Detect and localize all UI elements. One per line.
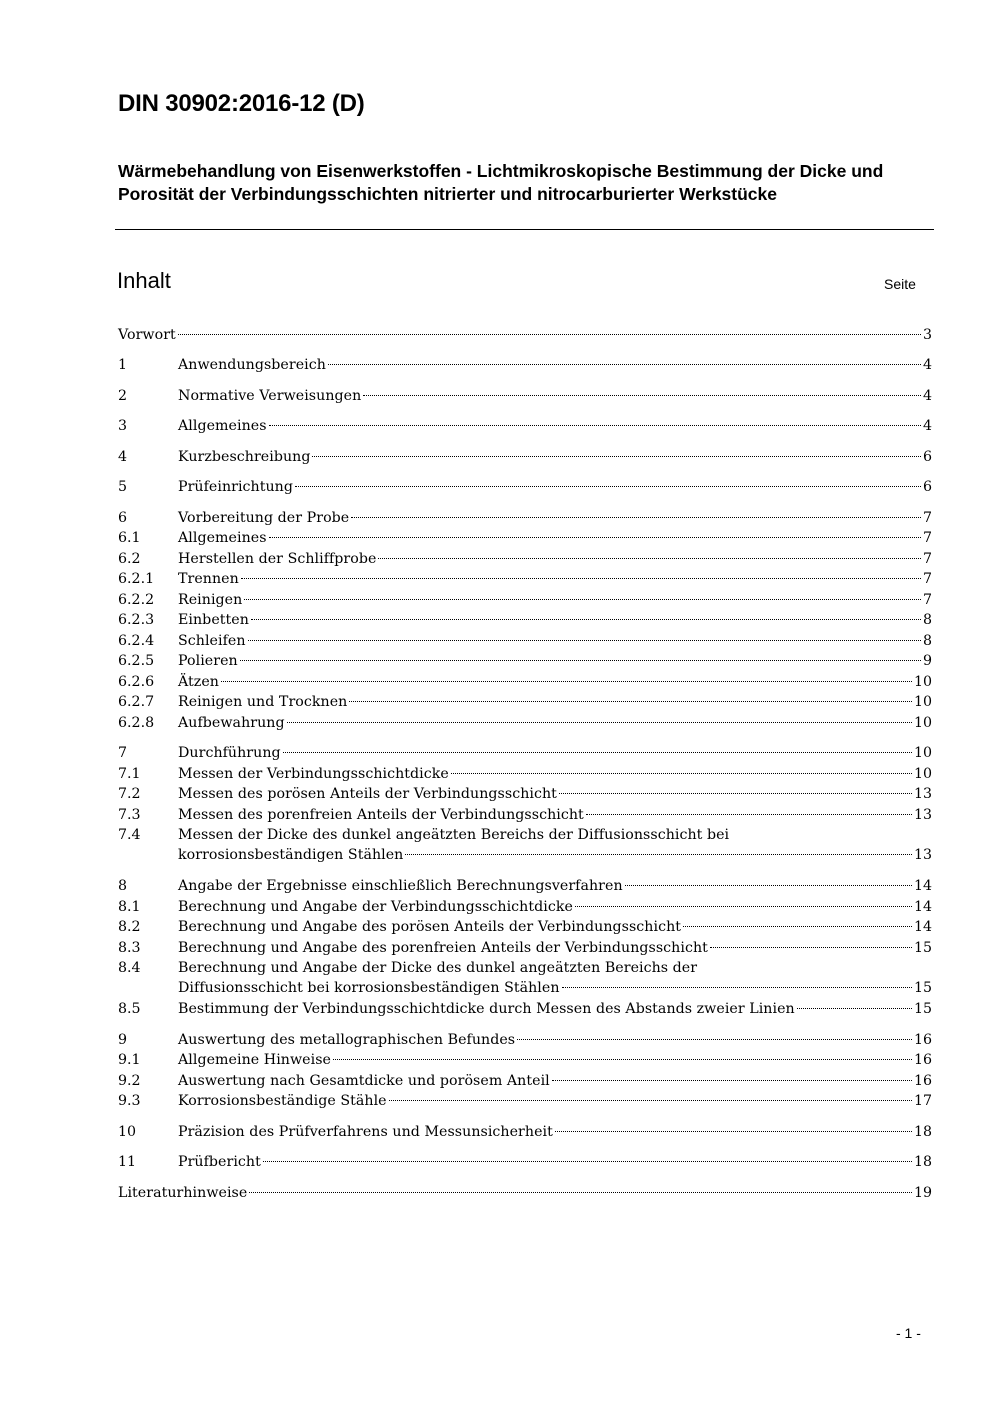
- toc-entry-title: Reinigen und Trocknen: [178, 694, 348, 710]
- toc-entry-title: Aufbewahrung: [178, 715, 285, 731]
- toc-entry-page: 15: [913, 980, 932, 996]
- toc-dot-leader: [378, 558, 921, 559]
- toc-entry-number: 6.2.3: [118, 612, 155, 628]
- title-divider: [115, 229, 934, 230]
- toc-dot-leader: [295, 486, 921, 487]
- toc-entry[interactable]: [118, 917, 932, 937]
- toc-entry-page: 10: [913, 715, 932, 731]
- toc-page-column-label: Seite: [884, 276, 916, 292]
- toc-entry-title: Polieren: [178, 653, 238, 669]
- toc-entry-page: 18: [913, 1154, 932, 1170]
- toc-entry[interactable]: [118, 1050, 932, 1070]
- toc-entry-page: 10: [913, 694, 932, 710]
- toc-entry-title: Prüfeinrichtung: [178, 479, 293, 495]
- toc-entry-title: Messen der Dicke des dunkel angeätzten Bereichs der Diffusionsschicht bei: [178, 827, 730, 843]
- toc-dot-leader: [559, 793, 912, 794]
- toc-entry[interactable]: [118, 805, 932, 825]
- toc-dot-leader: [251, 619, 921, 620]
- toc-dot-leader: [244, 599, 921, 600]
- toc-entry[interactable]: [118, 528, 932, 548]
- toc-entry-title: Allgemeines: [178, 418, 267, 434]
- toc-entry-page: 10: [913, 766, 932, 782]
- toc-entry[interactable]: [118, 713, 932, 733]
- toc-entry-page: 14: [913, 899, 932, 915]
- toc-entry[interactable]: [118, 958, 932, 998]
- toc-entry-title: Messen des porösen Anteils der Verbindungsschicht: [178, 786, 557, 802]
- toc-entry[interactable]: [118, 549, 932, 569]
- toc-entry-number: 7.1: [118, 766, 141, 782]
- toc-dot-leader: [555, 1131, 912, 1132]
- toc-entry[interactable]: [118, 477, 932, 497]
- toc-entry-title: Allgemeines: [178, 530, 267, 546]
- toc-entry[interactable]: [118, 1091, 932, 1111]
- toc-entry[interactable]: [118, 825, 932, 865]
- toc-entry-page: 7: [922, 530, 932, 546]
- toc-entry[interactable]: [118, 1183, 932, 1203]
- toc-entry[interactable]: [118, 784, 932, 804]
- toc-entry-number: 8.5: [118, 1001, 141, 1017]
- toc-entry-number: 6.2.5: [118, 653, 155, 669]
- toc-entry[interactable]: [118, 876, 932, 896]
- toc-dot-leader: [221, 681, 912, 682]
- toc-entry-title: Anwendungsbereich: [178, 357, 326, 373]
- toc-entry-title: Vorbereitung der Probe: [178, 510, 350, 526]
- toc-entry-number: 6.1: [118, 530, 141, 546]
- toc-entry-page: 7: [922, 510, 932, 526]
- toc-dot-leader: [249, 1192, 912, 1193]
- toc-dot-leader: [240, 660, 921, 661]
- toc-dot-leader: [517, 1039, 912, 1040]
- toc-entry-title: Berechnung und Angabe der Dicke des dunkel angeätzten Bereichs der: [178, 960, 698, 976]
- toc-entry-page: 7: [922, 551, 932, 567]
- toc-entry-number: 8: [118, 878, 128, 894]
- toc-entry[interactable]: [118, 743, 932, 763]
- toc-entry-page: 4: [922, 357, 932, 373]
- toc-dot-leader: [349, 701, 912, 702]
- document-title: Wärmebehandlung von Eisenwerkstoffen - Lichtmikroskopische Bestimmung der Dicke und Porosität der Verbindungsschichten nitrierter und nitrocarburierter Werkstücke: [118, 161, 884, 204]
- toc-dot-leader: [363, 395, 921, 396]
- toc-entry-page: 10: [913, 674, 932, 690]
- toc-dot-leader: [269, 537, 921, 538]
- toc-entry-title: Vorwort: [118, 327, 176, 343]
- toc-entry[interactable]: [118, 938, 932, 958]
- toc-entry-page: 10: [913, 745, 932, 761]
- toc-entry[interactable]: [118, 386, 932, 406]
- toc-entry-number: 6.2.6: [118, 674, 155, 690]
- toc-entry-number: 5: [118, 479, 128, 495]
- toc-dot-leader: [312, 456, 920, 457]
- toc-entry-page: 19: [913, 1185, 932, 1201]
- toc-dot-leader: [797, 1008, 912, 1009]
- toc-entry-page: 13: [913, 847, 932, 863]
- toc-dot-leader: [389, 1100, 912, 1101]
- toc-entry[interactable]: [118, 1030, 932, 1050]
- toc-entry-number: 7: [118, 745, 128, 761]
- toc-entry-title: Bestimmung der Verbindungsschichtdicke durch Messen des Abstands zweier Linien: [178, 1001, 795, 1017]
- toc-entry[interactable]: [118, 897, 932, 917]
- toc-entry-number: 6.2.7: [118, 694, 155, 710]
- toc-entry-number: 6.2.8: [118, 715, 155, 731]
- toc-entry-page: 7: [922, 571, 932, 587]
- toc-entry-title: Allgemeine Hinweise: [178, 1052, 331, 1068]
- toc-dot-leader: [178, 334, 921, 335]
- toc-dot-leader: [241, 578, 921, 579]
- toc-entry-title-continued: korrosionsbeständigen Stählen: [178, 847, 404, 863]
- toc-entry-number: 6.2.2: [118, 592, 155, 608]
- toc-entry-title: Durchführung: [178, 745, 281, 761]
- toc-entry-title-continued: Diffusionsschicht bei korrosionsbeständigen Stählen: [178, 980, 560, 996]
- toc-entry-title: Schleifen: [178, 633, 246, 649]
- toc-entry-title: Korrosionsbeständige Stähle: [178, 1093, 387, 1109]
- toc-entry-number: 7.2: [118, 786, 141, 802]
- toc-dot-leader: [552, 1080, 912, 1081]
- toc-entry-title: Angabe der Ergebnisse einschließlich Berechnungsverfahren: [178, 878, 623, 894]
- toc-entry-page: 7: [922, 592, 932, 608]
- toc-dot-leader: [625, 885, 912, 886]
- toc-entry[interactable]: [118, 610, 932, 630]
- toc-dot-leader: [248, 640, 921, 641]
- toc-entry-number: 6.2.1: [118, 571, 155, 587]
- toc-dot-leader: [351, 517, 921, 518]
- toc-entry[interactable]: [118, 590, 932, 610]
- toc-entry[interactable]: [118, 672, 932, 692]
- toc-entry-page: 16: [913, 1073, 932, 1089]
- toc-entry-title: Einbetten: [178, 612, 249, 628]
- toc-entry[interactable]: [118, 416, 932, 436]
- toc-entry-title: Trennen: [178, 571, 239, 587]
- page-number: - 1 -: [896, 1325, 921, 1341]
- toc-entry-number: 7.3: [118, 807, 141, 823]
- toc-dot-leader: [328, 364, 921, 365]
- toc-entry-number: 10: [118, 1124, 137, 1140]
- toc-dot-leader: [283, 752, 912, 753]
- toc-entry[interactable]: [118, 999, 932, 1019]
- toc-entry-page: 16: [913, 1032, 932, 1048]
- toc-entry-page: 6: [922, 479, 932, 495]
- toc-entry-page: 8: [922, 633, 932, 649]
- toc-entry-number: 8.2: [118, 919, 141, 935]
- toc-entry[interactable]: [118, 651, 932, 671]
- toc-entry-page: 14: [913, 919, 932, 935]
- toc-entry[interactable]: [118, 355, 932, 375]
- toc-entry[interactable]: [118, 447, 932, 467]
- toc-dot-leader: [333, 1059, 912, 1060]
- toc-entry-number: 8.1: [118, 899, 141, 915]
- toc-entry-number: 6.2.4: [118, 633, 155, 649]
- toc-entry-number: 9.3: [118, 1093, 141, 1109]
- toc-entry-title: Berechnung und Angabe der Verbindungsschichtdicke: [178, 899, 573, 915]
- toc-dot-leader: [683, 926, 912, 927]
- toc-entry-title: Herstellen der Schliffprobe: [178, 551, 377, 567]
- toc-dot-leader: [586, 814, 912, 815]
- toc-entry-number: 9.2: [118, 1073, 141, 1089]
- toc-dot-leader: [287, 722, 912, 723]
- toc-entry-number: 2: [118, 388, 128, 404]
- toc-entry-page: 15: [913, 1001, 932, 1017]
- toc-entry-number: 9.1: [118, 1052, 141, 1068]
- toc-entry-title: Auswertung des metallographischen Befundes: [178, 1032, 516, 1048]
- toc-entry-title: Präzision des Prüfverfahrens und Messunsicherheit: [178, 1124, 553, 1140]
- toc-entry-page: 6: [922, 449, 932, 465]
- toc-dot-leader: [710, 947, 912, 948]
- toc-entry-title: Ätzen: [178, 674, 219, 690]
- toc-entry-page: 13: [913, 786, 932, 802]
- toc-entry-number: 6: [118, 510, 128, 526]
- toc-entry-title: Prüfbericht: [178, 1154, 261, 1170]
- toc-entry-title: Berechnung und Angabe des porenfreien Anteils der Verbindungsschicht: [178, 940, 708, 956]
- toc-dot-leader: [269, 425, 921, 426]
- toc-entry[interactable]: [118, 1122, 932, 1142]
- toc-entry[interactable]: [118, 569, 932, 589]
- toc-entry-page: 16: [913, 1052, 932, 1068]
- toc-entry-number: 3: [118, 418, 128, 434]
- toc-entry-number: 1: [118, 357, 128, 373]
- toc-entry-number: 9: [118, 1032, 128, 1048]
- toc-dot-leader: [451, 773, 912, 774]
- toc-entry[interactable]: [118, 764, 932, 784]
- toc-entry[interactable]: [118, 631, 932, 651]
- toc-entry-page: 13: [913, 807, 932, 823]
- toc-entry-title: Messen der Verbindungsschichtdicke: [178, 766, 449, 782]
- toc-entry-number: 8.4: [118, 960, 141, 976]
- toc-entry-title: Kurzbeschreibung: [178, 449, 311, 465]
- toc-entry-title: Reinigen: [178, 592, 243, 608]
- toc-entry[interactable]: [118, 1152, 932, 1172]
- toc-entry-title: Auswertung nach Gesamtdicke und porösem Anteil: [178, 1073, 550, 1089]
- toc-dot-leader: [263, 1161, 912, 1162]
- toc-entry-title: Messen des porenfreien Anteils der Verbindungsschicht: [178, 807, 584, 823]
- toc-entry-page: 8: [922, 612, 932, 628]
- toc-entry-page: 4: [922, 418, 932, 434]
- toc-entry-page: 18: [913, 1124, 932, 1140]
- toc-heading: Inhalt: [117, 268, 171, 293]
- toc-entry-page: 17: [913, 1093, 932, 1109]
- toc-entry-number: 11: [118, 1154, 137, 1170]
- toc-entry-number: 6.2: [118, 551, 141, 567]
- toc-entry-number: 7.4: [118, 827, 141, 843]
- toc-entry-title: Literaturhinweise: [118, 1185, 248, 1201]
- toc-entry[interactable]: [118, 508, 932, 528]
- toc-dot-leader: [405, 854, 912, 855]
- toc-entry-title: Berechnung und Angabe des porösen Anteils der Verbindungsschicht: [178, 919, 682, 935]
- toc-entry-page: 3: [922, 327, 932, 343]
- toc-entry[interactable]: [118, 1071, 932, 1091]
- toc-entry-number: 4: [118, 449, 128, 465]
- toc-entry[interactable]: [118, 692, 932, 712]
- toc-entry-page: 14: [913, 878, 932, 894]
- toc-entry-page: 9: [922, 653, 932, 669]
- toc-entry-page: 4: [922, 388, 932, 404]
- document-id: DIN 30902:2016-12 (D): [118, 90, 365, 117]
- toc-entry-number: 8.3: [118, 940, 141, 956]
- toc-entry-page: 15: [913, 940, 932, 956]
- toc-entry[interactable]: [118, 325, 932, 345]
- toc-dot-leader: [562, 987, 912, 988]
- toc-entry-title: Normative Verweisungen: [178, 388, 362, 404]
- toc-dot-leader: [575, 906, 912, 907]
